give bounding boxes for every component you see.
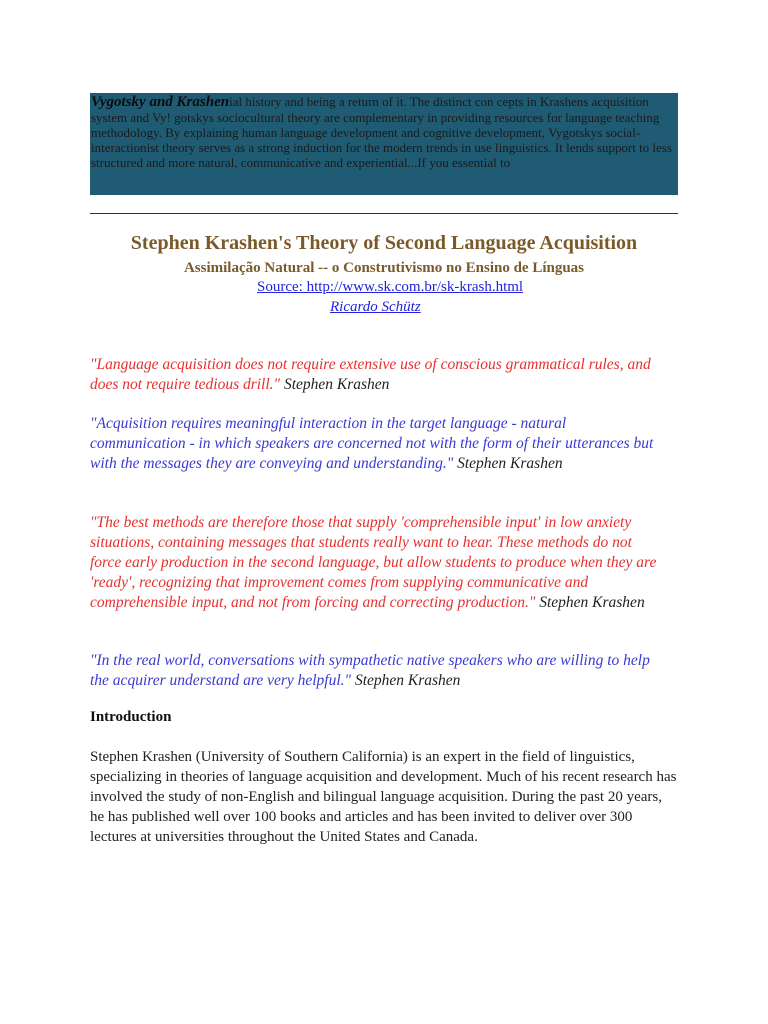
- quote-2: [90, 414, 662, 474]
- quote-text: "Acquisition requires meaningful interaction in the target language - natural communication - in which speakers are concerned not with the form of their utterances but with the messages they are conveying and understanding.": [90, 415, 654, 472]
- banner-title: Vygotsky and Krashen: [91, 94, 230, 110]
- quote-4: [90, 651, 662, 691]
- page-subtitle: Assimilação Natural -- o Construtivismo no Ensino de Línguas: [183, 260, 585, 276]
- quote-3: [90, 513, 662, 613]
- preview-banner[interactable]: [90, 93, 678, 195]
- quote-1: [90, 355, 662, 395]
- introduction-paragraph: Stephen Krashen (University of Southern California) is an expert in the field of linguistics, specializing in theories of language acquisition and development. Much of his recent research has involved the study of non-English and bilingual language acquisition. During the past 20 years, he has published well over 100 books and articles and has been invited to deliver over 300 lectures at universities throughout the United States and Canada.: [90, 749, 677, 845]
- section-heading-introduction: Introduction: [90, 709, 172, 725]
- source-link[interactable]: Source: http://www.sk.com.br/sk-krash.html: [257, 279, 524, 295]
- quote-attribution: Stephen Krashen: [539, 594, 645, 611]
- quote-attribution: Stephen Krashen: [283, 376, 390, 393]
- quote-text: "In the real world, conversations with sympathetic native speakers who are willing to help the acquirer understand are very helpful.": [90, 652, 650, 689]
- banner-content: [90, 93, 678, 170]
- quote-text: "Language acquisition does not require extensive use of conscious grammatical rules, and does not require tedious drill.": [90, 356, 651, 393]
- quote-attribution: Stephen Krashen: [354, 672, 461, 689]
- quote-text: "The best methods are therefore those that supply 'comprehensible input' in low anxiety situations, containing messages that students really want to hear. These methods do not force early production in the second language, but allow students to produce when they are 'ready', recognizing that improvement comes from supplying communicative and comprehensible input, and not from forcing and correcting production.": [90, 514, 657, 611]
- quote-attribution: Stephen Krashen: [457, 455, 563, 472]
- horizontal-rule: [90, 213, 678, 214]
- author-link[interactable]: Ricardo Schütz: [330, 299, 421, 315]
- page-title: Stephen Krashen's Theory of Second Language Acquisition: [130, 232, 638, 254]
- banner-text: ial history and being a return of it. The distinct con cepts in Krashens acquisition system and Vy! gotskys sociocultural theory are complementary in providing resources for language teaching methodology. By explaining human language development and cognitive development, Vygotskys social-interactionist theory serves as a strong induction for the modern trends in use linguistics. It lends support to less structured and more natural, communicative and experiential...If you essential to: [91, 94, 672, 170]
